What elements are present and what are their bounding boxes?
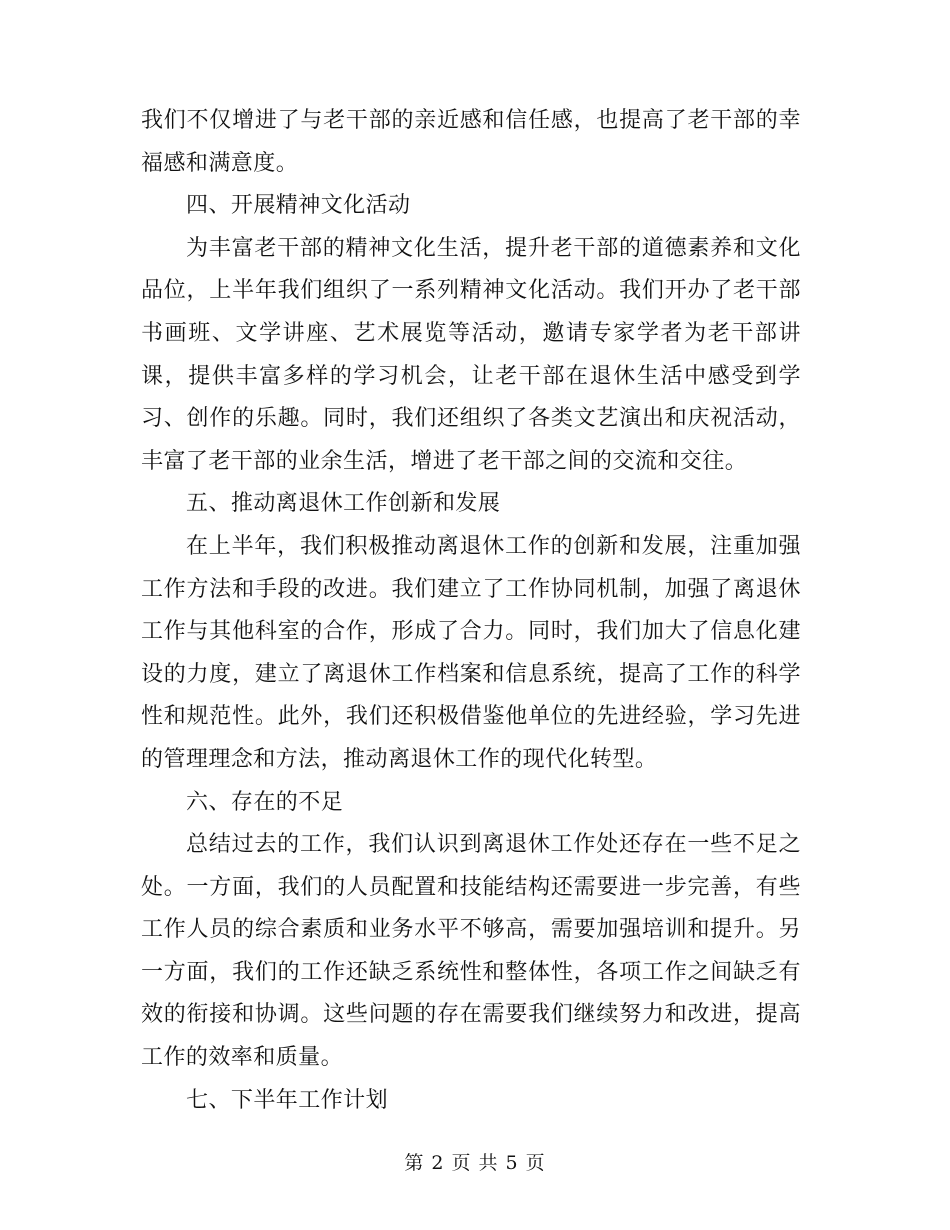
paragraph-innovation: 在上半年，我们积极推动离退休工作的创新和发展，注重加强工作方法和手段的改进。我们建立了工作协同机制，加强了离退休工作与其他科室的合作，形成了合力。同时，我们加大了信息化建设的力度，建立了离退休工作档案和信息系统，提高了工作的科学性和规范性。此外，我们还积极借鉴他单位的先进经验，学习先进的管理理念和方法，推动离退休工作的现代化转型。	[141, 533, 801, 772]
page-number-footer: 第 2 页 共 5 页	[404, 1152, 546, 1174]
section-heading-6: 六、存在的不足	[186, 789, 344, 815]
section-heading-7: 七、下半年工作计划	[186, 1087, 389, 1113]
paragraph-continuation: 我们不仅增进了与老干部的亲近感和信任感，也提高了老干部的幸福感和满意度。	[141, 108, 801, 176]
section-heading-4: 四、开展精神文化活动	[186, 193, 411, 219]
paragraph-culture-activities: 为丰富老干部的精神文化生活，提升老干部的道德素养和文化品位，上半年我们组织了一系列精神文化活动。我们开办了老干部书画班、文学讲座、艺术展览等活动，邀请专家学者为老干部讲课，提供丰富多样的学习机会，让老干部在退休生活中感受到学习、创作的乐趣。同时，我们还组织了各类文艺演出和庆祝活动，丰富了老干部的业余生活，增进了老干部之间的交流和交往。	[141, 235, 801, 474]
section-heading-5: 五、推动离退休工作创新和发展	[186, 491, 501, 517]
document-body	[141, 100, 801, 1122]
paragraph-shortcomings: 总结过去的工作，我们认识到离退休工作处还存在一些不足之处。一方面，我们的人员配置和技能结构还需要进一步完善，有些工作人员的综合素质和业务水平不够高，需要加强培训和提升。另一方面，我们的工作还缺乏系统性和整体性，各项工作之间缺乏有效的衔接和协调。这些问题的存在需要我们继续努力和改进，提高工作的效率和质量。	[141, 832, 801, 1071]
